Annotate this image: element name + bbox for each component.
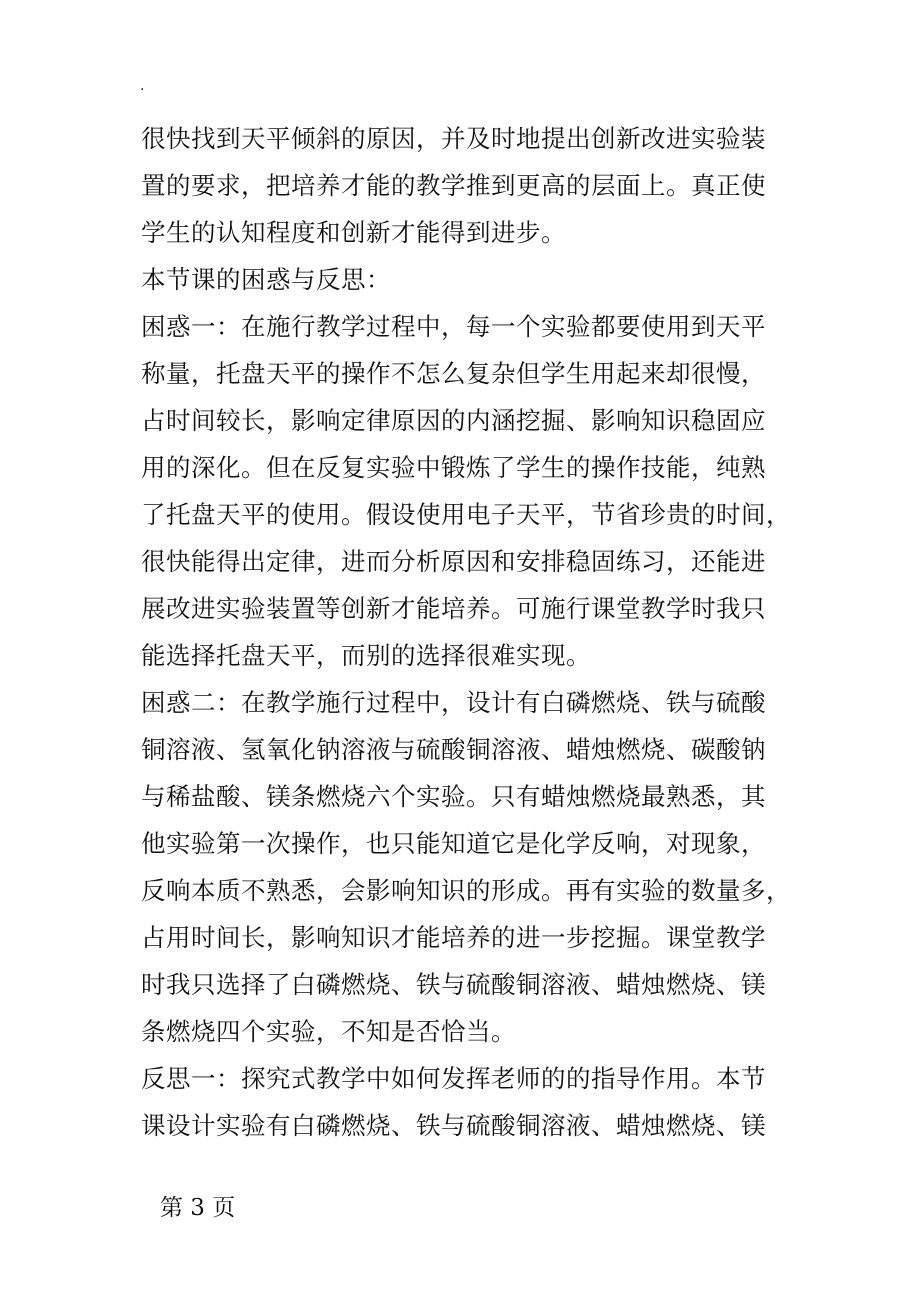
text-line: 很快能得出定律，进而分析原因和安排稳固练习，还能进	[141, 547, 766, 576]
text-line: 用的深化。但在反复实验中锻炼了学生的操作技能，纯熟	[141, 453, 766, 482]
text-line: 与稀盐酸、镁条燃烧六个实验。只有蜡烛燃烧最熟悉，其	[141, 782, 766, 811]
text-line: 占用时间长，影响知识才能培养的进一步挖掘。课堂教学	[141, 923, 766, 952]
text-line: 反思一：探究式教学中如何发挥老师的的指导作用。本节	[141, 1064, 766, 1093]
text-line: 铜溶液、氢氧化钠溶液与硫酸铜溶液、蜡烛燃烧、碳酸钠	[141, 735, 766, 764]
text-line: 能选择托盘天平，而别的选择很难实现。	[141, 641, 591, 670]
section-heading: 本节课的困惑与反思：	[141, 265, 391, 294]
text-line: 条燃烧四个实验，不知是否恰当。	[141, 1017, 516, 1046]
text-line: 他实验第一次操作，也只能知道它是化学反响，对现象，	[141, 829, 766, 858]
page-marker: .	[140, 78, 145, 94]
text-line: 称量，托盘天平的操作不怎么复杂但学生用起来却很慢，	[141, 359, 766, 388]
text-line: 很快找到天平倾斜的原因，并及时地提出创新改进实验装	[141, 124, 766, 153]
text-line: 困惑一：在施行教学过程中，每一个实验都要使用到天平	[141, 312, 766, 341]
text-line: 反响本质不熟悉，会影响知识的形成。再有实验的数量多，	[141, 876, 791, 905]
body-text	[141, 115, 791, 1149]
text-line: 占时间较长，影响定律原因的内涵挖掘、影响知识稳固应	[141, 406, 766, 435]
text-line: 展改进实验装置等创新才能培养。可施行课堂教学时我只	[141, 594, 766, 623]
text-line: 置的要求，把培养才能的教学推到更高的层面上。真正使	[141, 171, 766, 200]
text-line: 课设计实验有白磷燃烧、铁与硫酸铜溶液、蜡烛燃烧、镁	[141, 1111, 766, 1140]
text-line: 时我只选择了白磷燃烧、铁与硫酸铜溶液、蜡烛燃烧、镁	[141, 970, 766, 999]
text-line: 了托盘天平的使用。假设使用电子天平，节省珍贵的时间，	[141, 500, 791, 529]
page-number: 第 3 页	[160, 1195, 236, 1221]
text-line: 学生的认知程度和创新才能得到进步。	[141, 218, 566, 247]
text-line: 困惑二：在教学施行过程中，设计有白磷燃烧、铁与硫酸	[141, 688, 766, 717]
